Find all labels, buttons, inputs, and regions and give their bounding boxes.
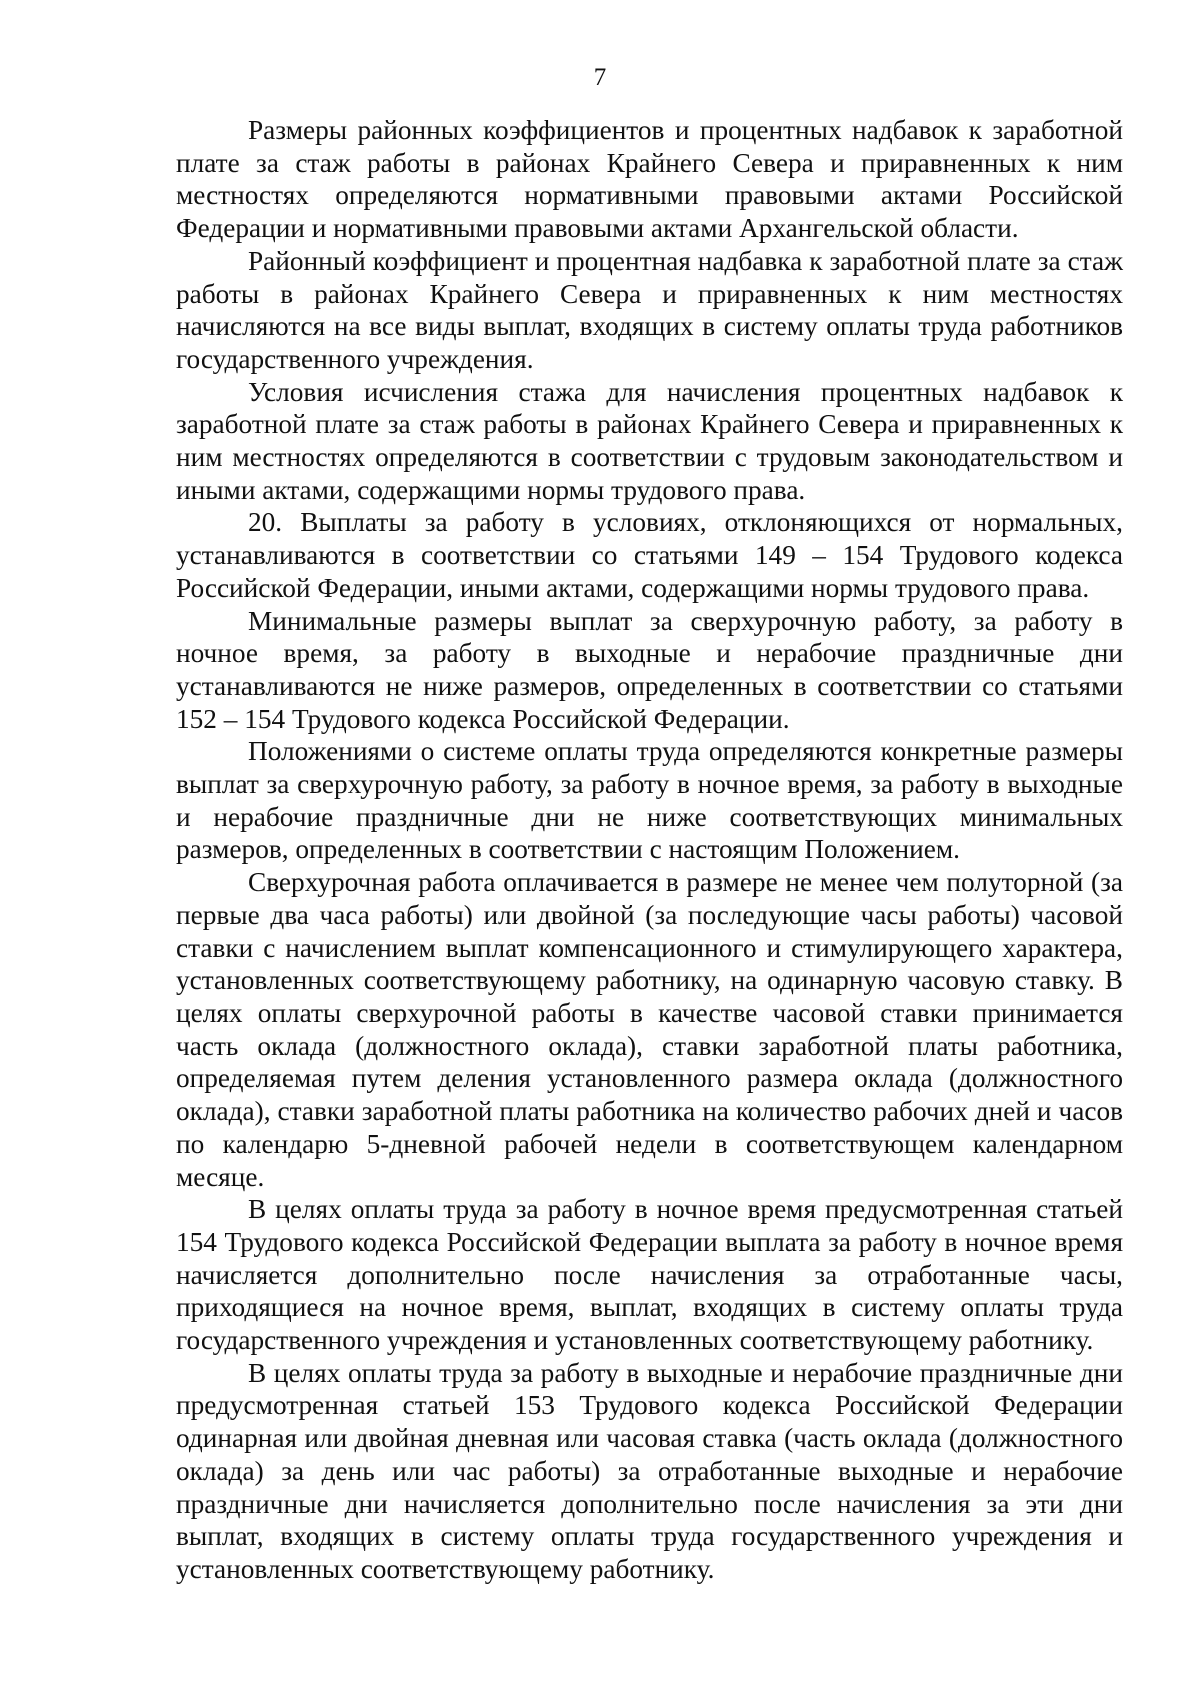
paragraph-regional-coefficient-sizes: Размеры районных коэффициентов и процентных надбавок к заработной плате за стаж работы в районах Крайнего Севера и приравненных к ним местностях определяются нормативными правовыми актами Российской Федерации и нормативными правовыми актами Архангельской области. bbox=[176, 115, 1123, 244]
document-body bbox=[176, 114, 1123, 1586]
paragraph-overtime-pay: Сверхурочная работа оплачивается в размере не менее чем полуторной (за первые два часа работы) или двойной (за последующие часы работы) часовой ставки с начислением выплат компенсационного и стимулирующего характера, установленных соответствующему работнику, на одинарную часовую ставку. В целях оплаты сверхурочной работы в качестве часовой ставки принимается часть оклада (должностного оклада), ставки заработной платы работника, определяемая путем деления установленного размера оклада (должностного оклада), ставки заработной платы работника на количество рабочих дней и часов по календарю 5-дневной рабочей недели в соответствующем календарном месяце. bbox=[176, 867, 1123, 1192]
paragraph-holiday-work-pay: В целях оплаты труда за работу в выходные и нерабочие праздничные дни предусмотренная статьей 153 Трудового кодекса Российской Федерации одинарная или двойная дневная или часовая ставка (часть оклада (должностного оклада) за день или час работы) за отработанные выходные и нерабочие праздничные дни начисляется дополнительно после начисления за эти дни выплат, входящих в систему оплаты труда государственного учреждения и установленных соответствующему работнику. bbox=[176, 1357, 1123, 1584]
paragraph-regional-coefficient-accrual: Районный коэффициент и процентная надбавка к заработной плате за стаж работы в районах Крайнего Севера и приравненных к ним местностях начисляются на все виды выплат, входящих в систему оплаты труда работников государственного учреждения. bbox=[176, 245, 1123, 374]
paragraph-item-20: 20. Выплаты за работу в условиях, отклоняющихся от нормальных, устанавливаются в соответствии со статьями 149 – 154 Трудового кодекса Российской Федерации, иными актами, содержащими нормы трудового права. bbox=[176, 507, 1123, 603]
paragraph-pay-system-regulations: Положениями о системе оплаты труда определяются конкретные размеры выплат за сверхурочную работу, за работу в ночное время, за работу в выходные и нерабочие праздничные дни не ниже соответствующих минимальных размеров, определенных в соответствии с настоящим Положением. bbox=[176, 736, 1123, 865]
paragraph-night-work-pay: В целях оплаты труда за работу в ночное время предусмотренная статьей 154 Трудового кодекса Российской Федерации выплата за работу в ночное время начисляется дополнительно после начисления за отработанные часы, приходящиеся на ночное время, выплат, входящих в систему оплаты труда государственного учреждения и установленных соответствующему работнику. bbox=[176, 1194, 1123, 1356]
page-number: 7 bbox=[593, 64, 607, 91]
paragraph-minimum-payments: Минимальные размеры выплат за сверхурочную работу, за работу в ночное время, за работу в выходные и нерабочие праздничные дни устанавливаются не ниже размеров, определенных в соответствии со статьями 152 – 154 Трудового кодекса Российской Федерации. bbox=[176, 605, 1123, 734]
paragraph-seniority-conditions: Условия исчисления стажа для начисления процентных надбавок к заработной плате за стаж работы в районах Крайнего Севера и приравненных к ним местностях определяются в соответствии с трудовым законодательством и иными актами, содержащими нормы трудового права. bbox=[176, 376, 1123, 505]
